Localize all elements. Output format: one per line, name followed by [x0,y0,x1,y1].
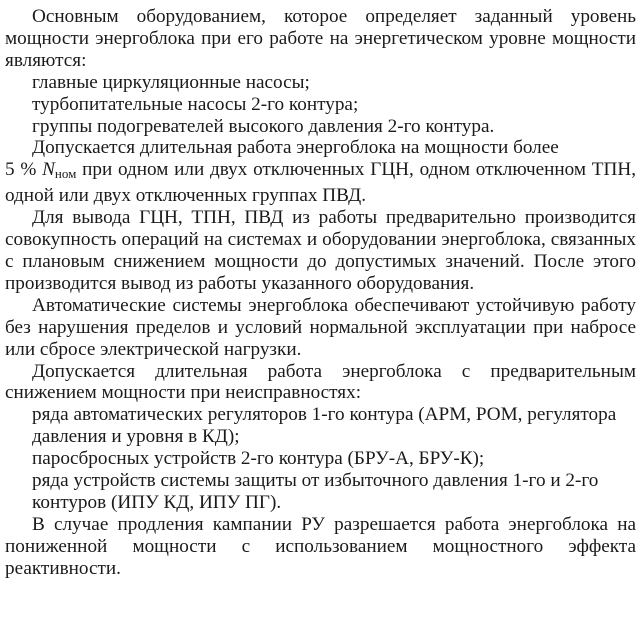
list-item-regulators: ряда автоматических регуляторов 1-го контура (АРМ, РОМ, регулятора давления и уровня в КД); [32,404,617,448]
list-item-overpressure-protection: ряда устройств системы защиты от избыточного давления 1-го и 2-го контуров (ИПУ КД, ИПУ ПГ). [32,470,599,513]
percent-value: 5 % [5,159,37,181]
paragraph-campaign-extension: В случае продления кампании РУ разрешается работа энергоблока на пониженной мощности с использованием мощностного эффекта реактивности. [5,513,636,579]
paragraph-automatic-systems: Автоматические системы энергоблока обеспечивают устойчивую работу без нарушения пределов и условий нормальной эксплуатации при набросе или сбросе электрической нагрузки. [5,294,636,360]
long-term-operation-text: при одном или двух отключенных ГЦН, одном отключенном ТПН, одной или двух отключенных группах ПВД. [5,159,637,207]
list-item-gcn: главные циркуляционные насосы; [32,71,310,93]
symbol-n-subscript: ном [54,166,77,182]
paragraph-long-term-operation-lead: Допускается длительная работа энергоблока на мощности более [32,137,559,159]
symbol-n: N [42,159,55,181]
paragraph-long-term-operation [5,159,636,207]
list-item-tpn: турбопитательные насосы 2-го контура; [32,93,359,115]
list-item-steam-dump: пароcбросных устройств 2-го контура (БРУ-А, БРУ-К); [32,448,485,470]
paragraph-main-equipment: Основным оборудованием, которое определяет заданный уровень мощности энергоблока при его работе на энергетическом уровне мощности являются: [5,6,636,71]
paragraph-equipment-removal: Для вывода ГЦН, ТПН, ПВД из работы предварительно производится совокупность операций на системах и оборудовании энергоблока, связанных с плановым снижением мощности до допустимых значений. После этого производится вывод из работы указанного оборудования. [5,207,636,294]
paragraph-reduced-power: Допускается длительная работа энергоблока с предварительным снижением мощности при неисправностях: [5,360,636,404]
list-item-pvd: группы подогревателей высокого давления 2-го контура. [32,115,495,137]
